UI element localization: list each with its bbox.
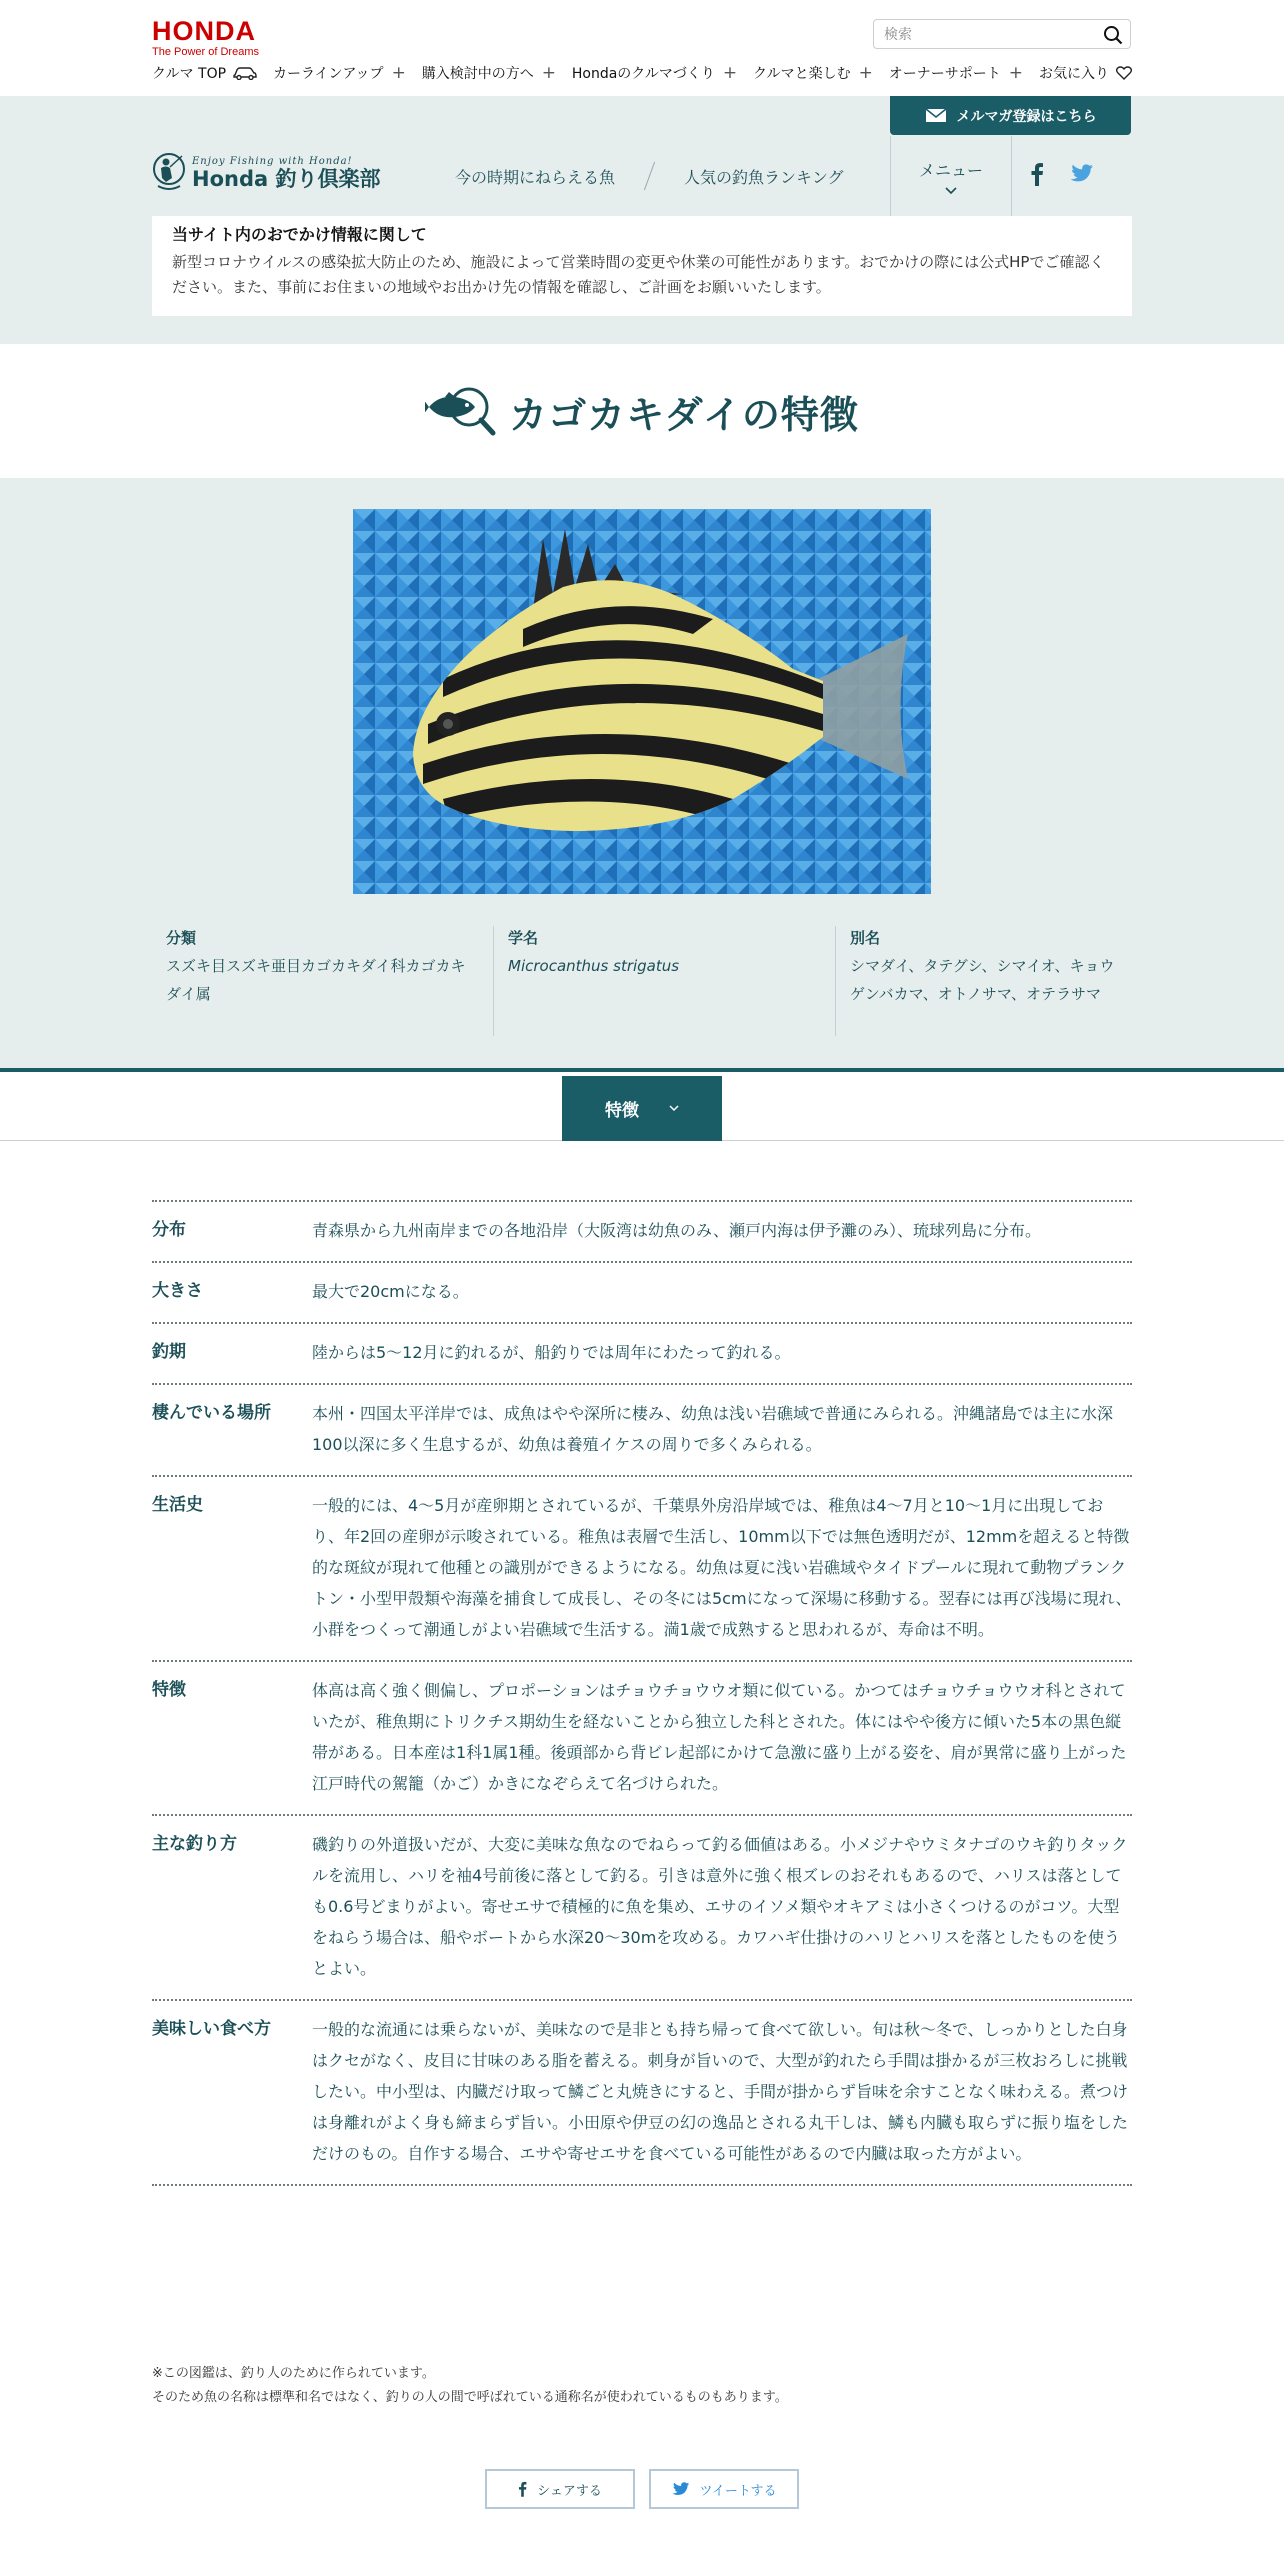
feature-row: [152, 1477, 1132, 1662]
feature-label: 大きさ: [152, 1281, 203, 1301]
info-classification: [152, 926, 494, 1036]
honda-logo[interactable]: [152, 18, 259, 59]
nav-label: 購入検討中の方へ: [421, 66, 534, 82]
feature-row: [152, 1263, 1132, 1324]
feature-row: [152, 1816, 1132, 2001]
club-logo-name: Honda 釣り倶楽部: [192, 166, 381, 191]
feature-text: 一般的な流通には乗らないが、美味なので是非とも持ち帰って食べて欲しい。旬は秋～冬で、しっかりとした白身はクセがなく、皮目に甘味のある脂を蓄える。刺身が旨いので、大型が釣れたら手間は掛かるが三枚おろしに挑戦したい。中小型は、内臓だけ取って鱗ごと丸焼きにすると、手間が掛からず旨味を余すことなく味わえる。煮つけは身離れがよく身も締まらず旨い。小田原や伊豆の幻の逸品とされる丸干しは、鱗も内臓も取らずに振り塩をしただけのもの。自作する場合、エサや寄せエサを食べている可能性があるので内臓は取った方がよい。: [312, 2020, 1129, 2163]
nav-car-top[interactable]: [152, 63, 257, 83]
tab-bar: [0, 1076, 1284, 1141]
feature-row: [152, 2001, 1132, 2186]
feature-row: [152, 1662, 1132, 1816]
info-label: 別名: [850, 929, 881, 947]
fisherman-emblem-icon: [152, 152, 186, 194]
feature-label: 棲んでいる場所: [152, 1403, 271, 1423]
plus-icon: +: [722, 63, 738, 83]
notice-title: 当サイト内のおでかけ情報に関して: [172, 225, 427, 244]
nav-favorites[interactable]: [1039, 63, 1132, 83]
club-logo[interactable]: [152, 152, 380, 194]
club-band: [0, 96, 1284, 344]
twitter-share-button[interactable]: [649, 2469, 799, 2509]
footnote-line: ※この図鑑は、釣り人のために作られています。: [152, 2366, 435, 2381]
newsletter-label: メルマガ登録はこちら: [956, 108, 1097, 125]
facebook-icon: [518, 2481, 527, 2497]
menu-label: メニュー: [918, 160, 983, 180]
honda-logo-word: HONDA: [152, 16, 256, 46]
plus-icon: +: [1008, 63, 1024, 83]
feature-text: 体高は高く強く側偏し、プロポーションはチョウチョウウオ類に似ている。かつてはチョウチョウウオ科とされていたが、稚魚期にトリクチス期幼生を経ないことから独立した科とされた。体にはやや後方に傾いた5本の黒色縦帯がある。日本産は1科1属1種。後頭部から背ビレ起部にかけて急激に盛り上がる姿を、肩が異常に盛り上がった江戸時代の駕籠（かご）かきになぞらえて名づけられた。: [312, 1681, 1127, 1793]
notice-body: 新型コロナウイルスの感染拡大防止のため、施設によって営業時間の変更や休業の可能性があります。おでかけの際には公式HPでご確認ください。また、事前にお住まいの地域やお出かけ先の情報を確認し、ご計画をお願いいたします。: [172, 253, 1105, 296]
twitter-share-label: ツイートする: [699, 2483, 777, 2499]
info-value: Microcanthus strigatus: [508, 957, 680, 975]
info-scientific-name: [494, 926, 836, 1036]
heart-icon: [1116, 66, 1132, 80]
feature-label: 生活史: [152, 1495, 203, 1515]
nav-car-lineup[interactable]: [273, 63, 406, 83]
nav-label: Hondaのクルマづくり: [571, 66, 715, 82]
nav-label: カーラインアップ: [272, 66, 384, 82]
plus-icon: +: [541, 63, 556, 83]
feature-text: 最大で20cmになる。: [312, 1282, 469, 1301]
info-other-names: [836, 926, 1132, 1036]
nav-label: お気に入り: [1038, 66, 1109, 82]
menu-button[interactable]: [890, 136, 1012, 216]
search-box: [873, 19, 1131, 49]
feature-label: 美味しい食べ方: [152, 2019, 271, 2039]
feature-text: 磯釣りの外道扱いだが、大変に美味な魚なのでねらって釣る価値はある。小メジナやウミタナゴのウキ釣りタックルを流用し、ハリを袖4号前後に落として釣る。引きは意外に強く根ズレのおそれもあるので、ハリスは落としても0.6号どまりがよい。寄せエサで積極的に魚を集め、エサのイソメ類やオキアミは小さくつけるのがコツ。大型をねらう場合は、船やボートから水深20～30mを攻める。カワハギ仕掛けのハリとハリスを落としたものを使うとよい。: [312, 1835, 1128, 1978]
title-area: [0, 344, 1284, 478]
fish-photo: [353, 509, 931, 894]
info-value: シマダイ、タテグシ、シマイオ、キョウゲンバカマ、オトノサマ、オテラサマ: [850, 957, 1115, 1003]
nav-label: オーナーサポート: [888, 66, 1001, 82]
feature-text: 一般的には、4～5月が産卵期とされているが、千葉県外房沿岸域では、稚魚は4～7月と10～1月に出現しており、年2回の産卵が示唆されている。稚魚は表層で生活し、10mm以下では無色透明だが、12mmを超えると特徴的な斑紋が現れて他種との識別ができるようになる。幼魚は夏に浅い岩礁域やタイドプールに現れて動物プランクトン・小型甲殻類や海藻を捕食して成長し、その冬には5cmになって深場に移動する。翌春には再び浅場に現れ、小群をつくって潮通しがよい岩礁域で生活する。満1歳で成熟すると思われるが、寿命は不明。: [312, 1496, 1132, 1639]
newsletter-button[interactable]: [890, 96, 1131, 135]
club-nav-seasonal[interactable]: 今の時期にねらえる魚: [455, 167, 616, 187]
info-label: 学名: [508, 929, 539, 947]
chevron-down-icon: [945, 187, 957, 195]
twitter-icon: [672, 2482, 690, 2497]
footnotes: [152, 2362, 1132, 2410]
footnote-line: そのため魚の名称は標準和名ではなく、釣りの人の間で呼ばれている通称名が使われているものもあります。: [152, 2390, 788, 2405]
share-buttons: [0, 2469, 1284, 2509]
club-logo-script: Enjoy Fishing with Honda!: [192, 155, 353, 167]
nav-owner-support[interactable]: [889, 63, 1023, 83]
club-nav-ranking[interactable]: 人気の釣魚ランキング: [684, 167, 844, 187]
feature-label: 釣期: [152, 1342, 186, 1362]
honda-logo-tagline: The Power of Dreams: [152, 46, 259, 58]
fish-band: [0, 478, 1284, 1072]
feature-row: [152, 1202, 1132, 1263]
global-nav: [152, 60, 1132, 86]
search-icon[interactable]: [1103, 25, 1123, 45]
facebook-share-label: シェアする: [537, 2483, 602, 2499]
feature-row: [152, 1324, 1132, 1385]
nav-label: クルマと楽しむ: [753, 66, 851, 82]
feature-label: 分布: [152, 1220, 186, 1240]
nav-purchase[interactable]: [422, 63, 556, 83]
feature-label: 主な釣り方: [152, 1834, 237, 1854]
car-icon: [233, 66, 257, 80]
page-title: カゴカキダイの特徴: [509, 392, 859, 437]
fish-magnifier-icon: [425, 383, 499, 439]
info-value: スズキ目スズキ亜目カゴカキダイ科カゴカキダイ属: [166, 957, 466, 1003]
feature-row: [152, 1385, 1132, 1477]
facebook-share-button[interactable]: [485, 2469, 635, 2509]
global-header: [0, 0, 1284, 96]
nav-enjoy[interactable]: [753, 63, 873, 83]
feature-text: 青森県から九州南岸までの各地沿岸（大阪湾は幼魚のみ、瀬戸内海は伊予灘のみ）、琉球列島に分布。: [312, 1221, 1041, 1240]
plus-icon: +: [391, 63, 406, 83]
search-input[interactable]: [884, 25, 1084, 45]
plus-icon: +: [858, 63, 873, 83]
tab-features[interactable]: [562, 1076, 722, 1141]
feature-text: 陸からは5～12月に釣れるが、船釣りでは周年にわたって釣れる。: [312, 1343, 791, 1362]
feature-text: 本州・四国太平洋岸では、成魚はやや深所に棲み、幼魚は浅い岩礁域で普通にみられる。沖縄諸島では主に水深100以深に多く生息するが、幼魚は養殖イケスの周りで多くみられる。: [312, 1404, 1113, 1454]
chevron-down-icon: [669, 1105, 679, 1112]
nav-honda-making[interactable]: [572, 63, 737, 83]
features-table: [152, 1200, 1132, 2186]
club-nav: [455, 136, 844, 216]
nav-label: クルマ TOP: [152, 66, 227, 82]
mail-icon: [925, 108, 947, 123]
tab-label: 特徴: [605, 1101, 639, 1121]
feature-label: 特徴: [152, 1680, 186, 1700]
info-label: 分類: [166, 929, 197, 947]
facebook-icon[interactable]: [1030, 162, 1044, 186]
twitter-icon[interactable]: [1070, 164, 1094, 184]
social-links: [1030, 162, 1094, 186]
fish-info: [152, 926, 1132, 1036]
notice-box: [152, 216, 1132, 316]
nav-divider: [644, 162, 655, 191]
